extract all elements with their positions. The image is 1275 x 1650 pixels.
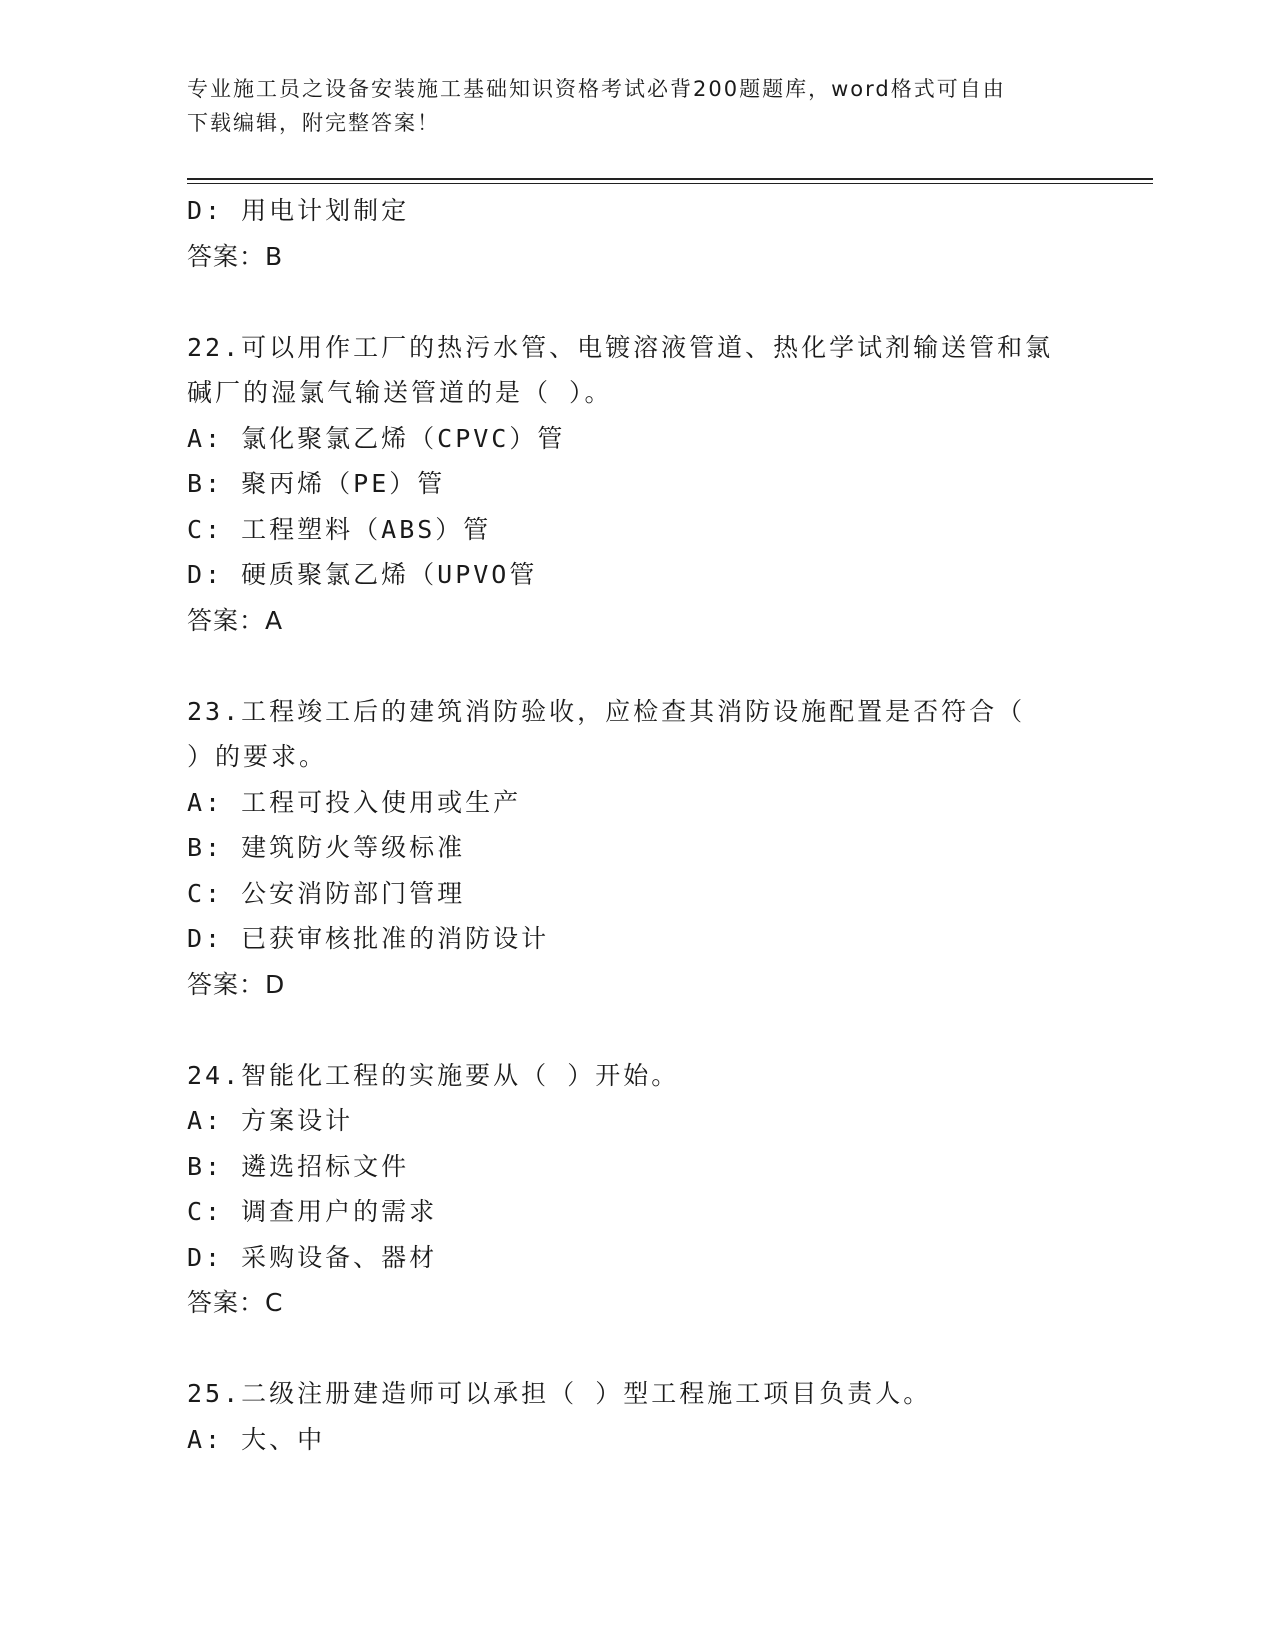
question-24 [187, 1053, 1087, 1326]
answer-line: 答案：C [187, 1288, 284, 1317]
header-divider-thin [187, 183, 1153, 184]
question-stem: 22.可以用作工厂的热污水管、电镀溶液管道、热化学试剂输送管和氯 [187, 332, 1054, 362]
option-c: C: 公安消防部门管理 [187, 878, 466, 908]
answer-line: 答案：B [187, 241, 284, 271]
question-23 [187, 689, 1087, 1008]
answer-line: 答案：A [187, 605, 284, 635]
option-a: A: 工程可投入使用或生产 [187, 787, 522, 817]
option-d: D: 硬质聚氯乙烯（UPVO管 [187, 560, 538, 589]
option-d: D: 已获审核批准的消防设计 [187, 924, 550, 953]
spacer [187, 1326, 1087, 1372]
question-stem: 25.二级注册建造师可以承担（ ）型工程施工项目负责人。 [187, 1379, 932, 1408]
question-25 [187, 1371, 1087, 1462]
header-title-line-1: 专业施工员之设备安装施工基础知识资格考试必背200题题库，word格式可自由 [187, 77, 1006, 101]
header-title-line-2: 下载编辑，附完整答案！ [187, 111, 440, 135]
question-22 [187, 325, 1087, 644]
question-stem: 23.工程竣工后的建筑消防验收，应检查其消防设施配置是否符合（ [187, 696, 1026, 726]
question-stem-continued: 碱厂的湿氯气输送管道的是（ ）。 [187, 378, 613, 407]
spacer [187, 643, 1087, 689]
option-b: B: 建筑防火等级标准 [187, 833, 466, 862]
spacer [187, 279, 1087, 325]
option-a: A: 氯化聚氯乙烯（CPVC）管 [187, 423, 566, 453]
spacer [187, 1007, 1087, 1053]
option-b: B: 聚丙烯（PE）管 [187, 469, 446, 498]
option-a: A: 方案设计 [187, 1106, 354, 1135]
question-stem-continued: ）的要求。 [187, 742, 328, 771]
option-d: D: 采购设备、器材 [187, 1242, 438, 1272]
option-c: C: 工程塑料（ABS）管 [187, 514, 492, 544]
question-21-tail [187, 188, 1087, 279]
question-stem: 24.智能化工程的实施要从（ ）开始。 [187, 1060, 680, 1090]
option-c: C: 调查用户的需求 [187, 1197, 438, 1226]
question-list [187, 188, 1087, 1462]
header-divider-thick [187, 178, 1153, 180]
document-header [187, 72, 1087, 140]
option-b: B: 遴选招标文件 [187, 1151, 410, 1181]
option-d: D: 用电计划制定 [187, 196, 410, 225]
answer-line: 答案：D [187, 969, 286, 999]
option-a: A: 大、中 [187, 1424, 326, 1454]
